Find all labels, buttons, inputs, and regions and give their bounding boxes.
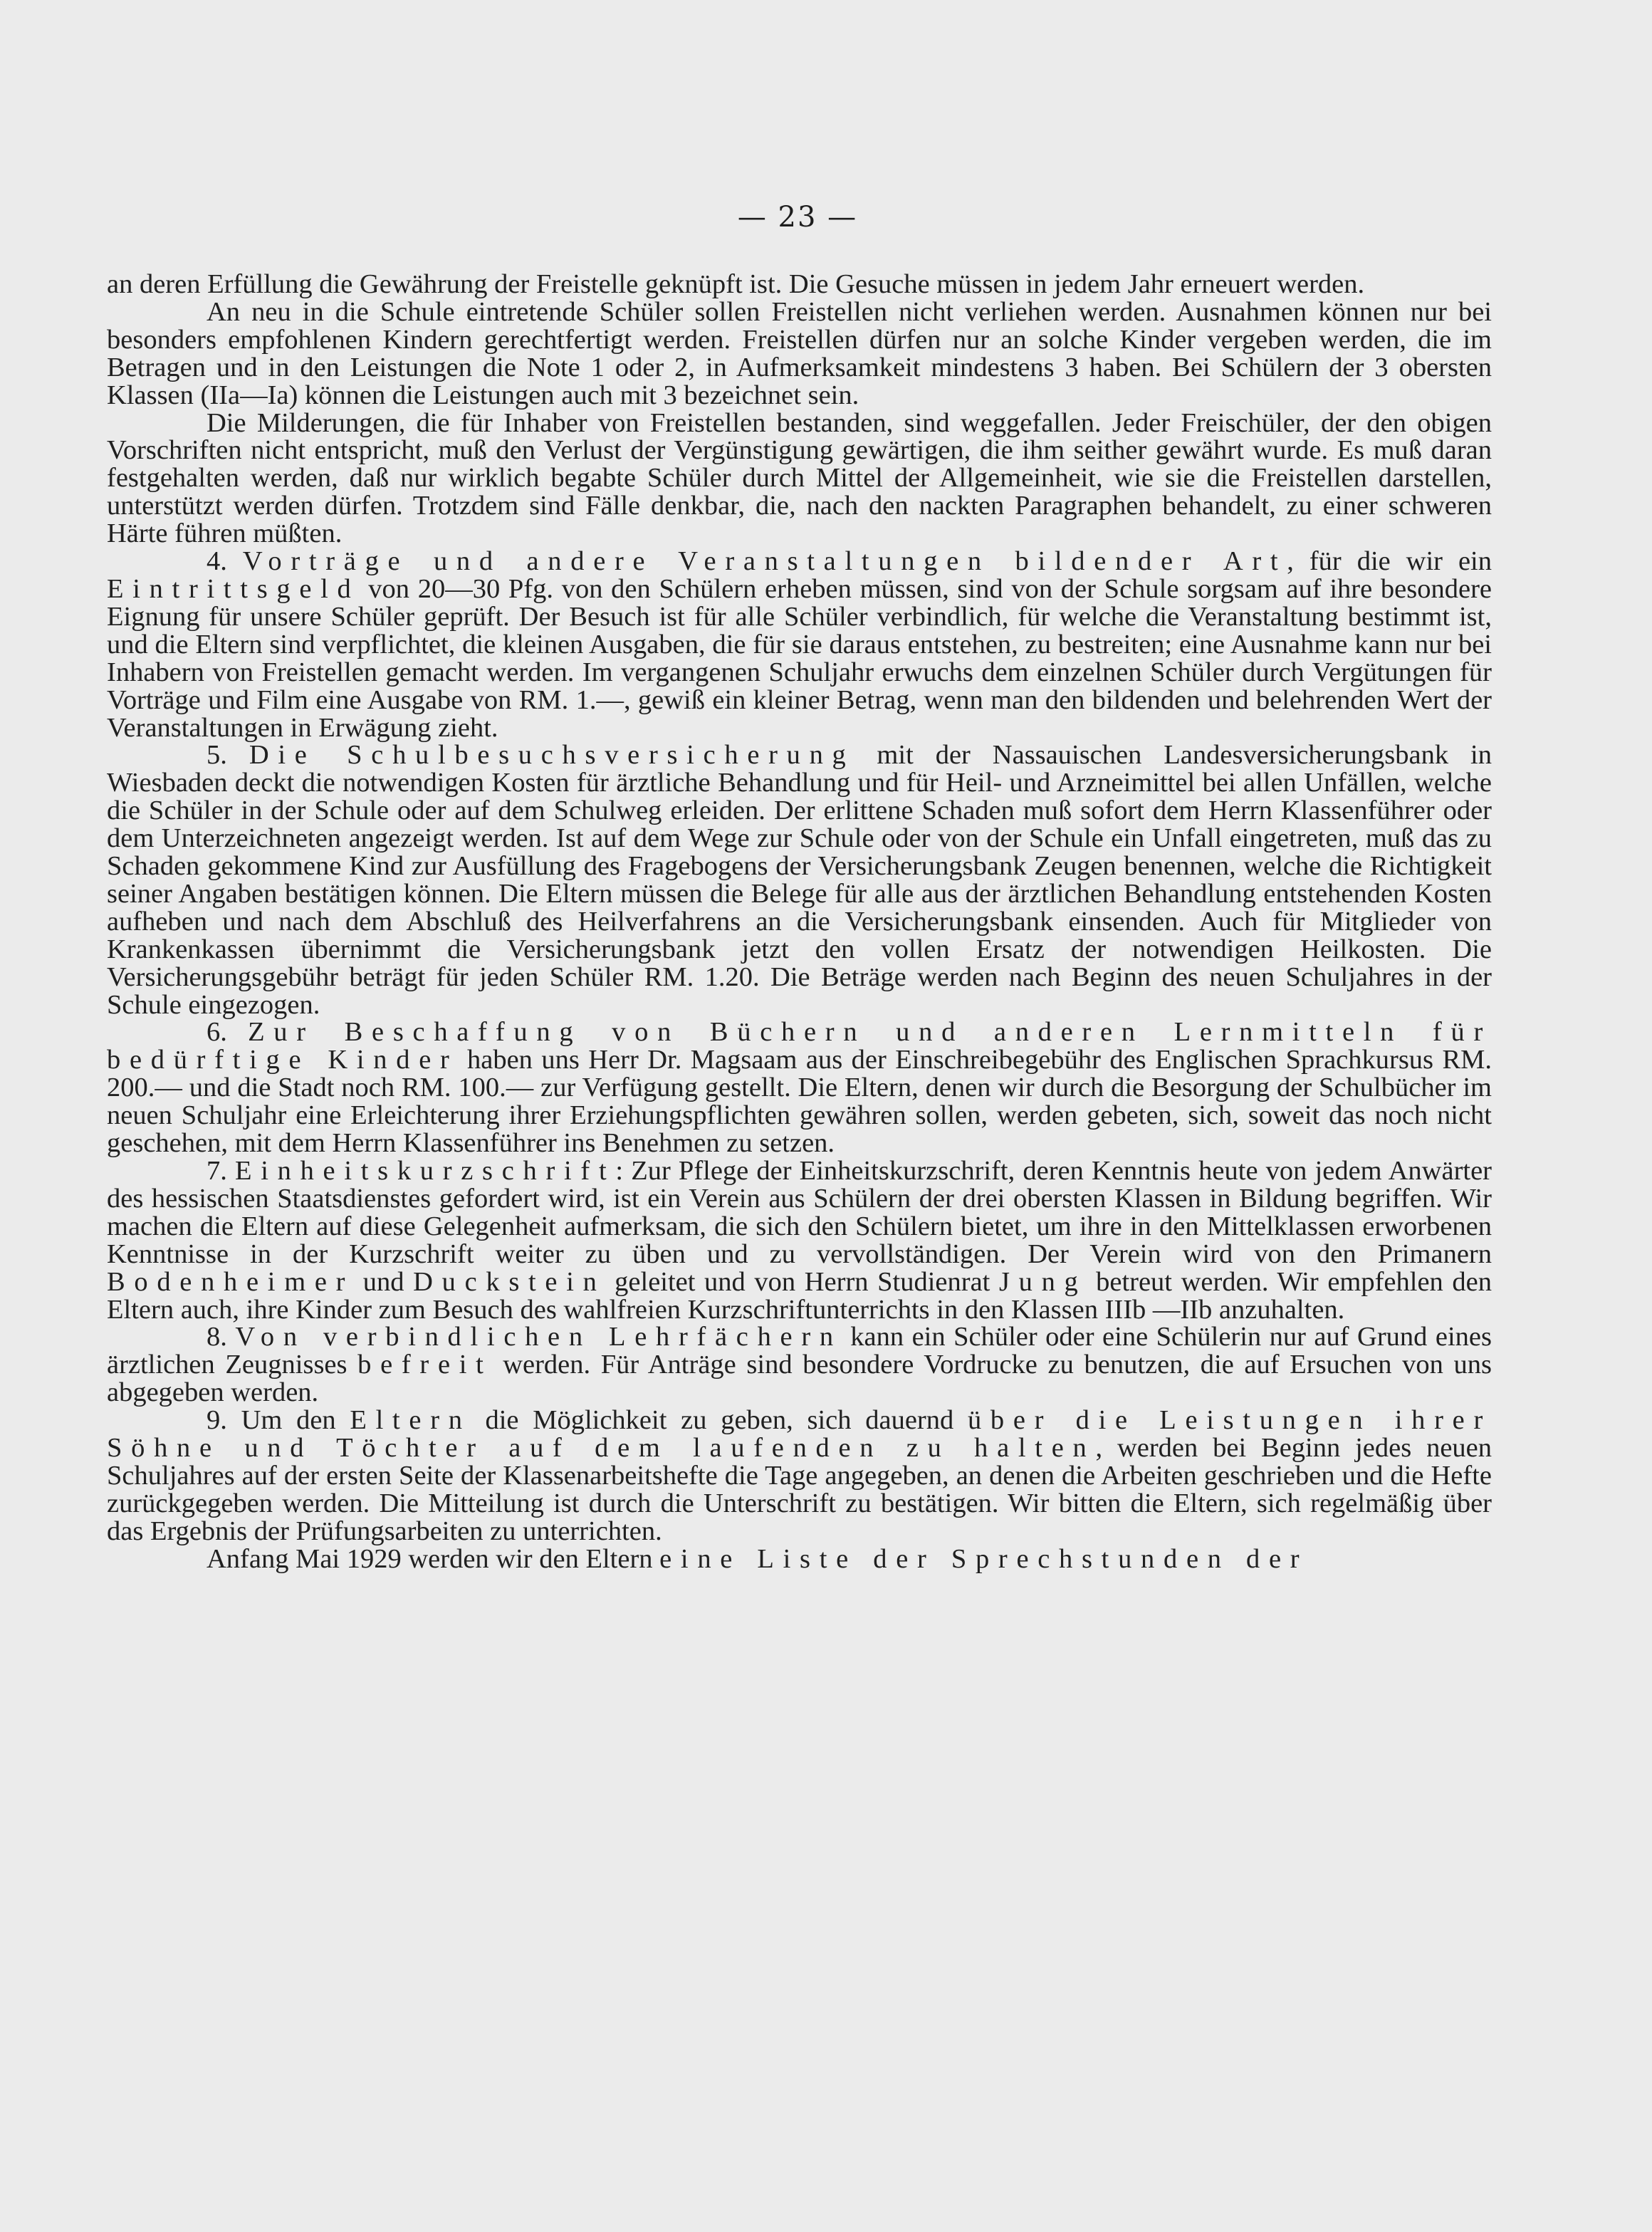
paragraph-text: An neu in die Schule eintretende Schüler sollen Freistellen nicht verliehen werden. Ausnahmen können nur bei besonders empfohlenen Kindern gerechtfertigt werden. Freistellen dürfen nur an solche Kinder vergeben werden, die im Betragen und in den Leistungen die Note 1 oder 2, in Aufmerksamkeit mindestens 3 haben. Bei Schülern der 3 obersten Klassen (IIa—Ia) können die Leistungen auch mit 3 bezeichnet sein. <box>107 296 1492 410</box>
paragraph-text: und <box>354 1266 414 1297</box>
paragraph-text: : Zur Pflege der Einheitskurzschrift, deren Kenntnis heute von jedem Anwärter des hessischen Staatsdienstes gefordert wird, ist ein Verein aus Schülern der drei obersten Klassen in Bildung begriffen. Wir machen die Eltern auf diese Gelegenheit aufmerksam, die sich den Schülern bietet, um ihre in den Mittelklassen erworbenen Kenntnisse in der Kurzschrift weiter zu üben und zu vervollständigen. Der Verein wird von den Primanern <box>107 1156 1492 1269</box>
paragraph-text: an deren Erfüllung die Gewährung der Freistelle geknüpft ist. Die Gesuche müssen in jedem Jahr erneuert werden. <box>107 269 1365 299</box>
paragraph <box>107 298 1492 410</box>
paragraph-text: geleitet und von Herrn Studienrat <box>605 1266 999 1297</box>
paragraph <box>107 407 1492 549</box>
body-text <box>107 271 1492 1573</box>
paragraph-text: 5. <box>206 740 249 771</box>
paragraph-text: Die Milderungen, die für Inhaber von Freistellen bestanden, sind weggefallen. Jeder Freischüler, der den obigen Vorschriften nicht entspricht, muß den Verlust der Vergünstigung gewärtigen, die ihm seither gewährt wurde. Es muß daran festgehalten werden, daß nur wirklich begabte Schüler durch Mittel der Allgemeinheit, wie sie die Freistellen darstellen, unterstützt werden dürfen. Trotzdem sind Fälle denkbar, die, nach den nackten Paragraphen behandelt, zu einer schweren Härte führen müßten. <box>107 407 1492 549</box>
spaced-emphasis-text: Von verbindlichen Lehrfächern <box>235 1322 842 1352</box>
paragraph-text: kann ein Schüler oder eine Schülerin nur auf Grund eines ärztlichen Zeugnisses <box>107 1322 1492 1380</box>
paragraph <box>107 1018 1492 1157</box>
paragraph-text: 9. Um den <box>206 1405 350 1436</box>
paragraph-text: 6. <box>206 1017 249 1048</box>
spaced-emphasis-text: Duckstein <box>413 1266 606 1297</box>
spaced-emphasis-text: Eintrittsgeld <box>107 573 360 604</box>
paragraph-text: mit der Nassauischen Landesversicherungsbank in Wiesbaden deckt die notwendigen Kosten für ärztliche Behandlung und für Heil- und Arzneimittel bei allen Unfällen, welche die Schüler in der Schule oder auf dem Schulweg erleiden. Der erlittene Schaden muß sofort dem Herrn Klassenführer oder dem Unterzeichneten angezeigt werden. Ist auf dem Wege zur Schule oder von der Schule ein Unfall eingetreten, muß das zu Schaden gekommene Kind zur Ausfüllung des Fragebogens der Versicherungsbank Zeugen benennen, welche die Richtigkeit seiner Angaben bestätigen können. Die Eltern müssen die Belege für alle aus der ärztlichen Behandlung entstehenden Kosten aufheben und nach dem Abschluß des Heilverfahrens an die Versicherungsbank einsenden. Auch für Mitglieder von Krankenkassen übernimmt die Versicherungsbank jetzt den vollen Ersatz der notwendigen Heilkosten. Die Versicherungsgebühr beträgt für jeden Schüler RM. 1.20. Die Beträge werden nach Beginn des neuen Schuljahres in der Schule eingezogen. <box>107 740 1492 1020</box>
paragraph-text: 7. <box>206 1156 236 1186</box>
spaced-emphasis-text: befreit <box>357 1350 493 1380</box>
paragraph <box>107 1407 1492 1545</box>
paragraph <box>107 1157 1492 1323</box>
paragraph-text: , für die wir ein <box>1287 546 1492 577</box>
spaced-emphasis-text: Eltern <box>350 1405 471 1436</box>
paragraph-text: haben uns Herr Dr. Magsaam aus der Einschreibegebühr des Englischen Sprachkursus RM. 200.— und die Stadt noch RM. 100.— zur Verfügung gestellt. Die Eltern, denen wir durch die Besorgung der Schulbücher im neuen Schuljahr eine Erleichterung ihrer Erziehungspflichten gewähren sollen, werden gebeten, sich, soweit das noch nicht geschehen, mit dem Herrn Klassenführer ins Benehmen zu setzen. <box>107 1045 1492 1159</box>
paragraph <box>107 1545 1492 1573</box>
page-number: — 23 — <box>737 201 858 234</box>
paragraph-text: 4. <box>206 546 243 577</box>
paragraph <box>107 548 1492 741</box>
paragraph-text: 8. <box>206 1322 236 1352</box>
paragraph <box>107 271 1492 298</box>
paragraph-text: werden. Für Anträge sind besondere Vordrucke zu benutzen, die auf Ersuchen von uns abgegeben werden. <box>107 1350 1492 1408</box>
spaced-emphasis-text: Einheitskurzschrift <box>235 1156 616 1186</box>
spaced-emphasis-text: Jung <box>998 1266 1087 1297</box>
paragraph-text: betreut werden. Wir empfehlen den Eltern auch, ihre Kinder zum Besuch des wahlfreien Kurzschriftunterrichts in den Klassen IIIb —IIb anzuhalten. <box>107 1266 1492 1325</box>
spaced-emphasis-text: über die Leistungen ihrer Söhne und Töchter auf dem laufenden zu halten <box>107 1405 1492 1464</box>
spaced-emphasis-text: Die Schulbesuchsversicherung <box>249 740 855 771</box>
spaced-emphasis-text: Zur Beschaffung von Büchern und anderen Lernmitteln für bedürftige Kinder <box>107 1017 1492 1075</box>
spaced-emphasis-text: Bodenheimer <box>107 1266 355 1297</box>
paragraph-text: , werden bei Beginn jedes neuen Schuljahres auf der ersten Seite der Klassenarbeitshefte die Tage angegeben, an denen die Arbeiten geschrieben und die Hefte zurückgegeben werden. Die Mitteilung ist durch die Unterschrift zu bestätigen. Wir bitten die Eltern, sich regelmäßig über das Ergebnis der Prüfungsarbeiten zu unterrichten. <box>107 1433 1492 1546</box>
paragraph-text: von 20—30 Pfg. von den Schülern erheben müssen, sind von der Schule sorgsam auf ihre besondere Eignung für unsere Schüler geprüft. Der Besuch ist für alle Schüler verbindlich, für welche die Veranstaltung bestimmt ist, und die Eltern sind verpflichtet, die kleinen Ausgaben, die für sie daraus entstehen, zu bestreiten; eine Ausnahme kann nur bei Inhabern von Freistellen gemacht werden. Im vergangenen Schuljahr erwuchs dem einzelnen Schüler durch Vergütungen für Vorträge und Film eine Ausgabe von RM. 1.—, gewiß ein kleiner Betrag, wenn man den bildenden und belehrenden Wert der Veranstaltungen in Erwägung zieht. <box>107 573 1492 743</box>
paragraph-text: Anfang Mai 1929 werden wir den Eltern <box>206 1543 660 1574</box>
paragraph <box>107 1323 1492 1407</box>
spaced-emphasis-text: eine Liste der Sprechstunden der <box>659 1543 1309 1574</box>
paragraph-text: die Möglichkeit zu geben, sich dauernd <box>471 1405 968 1436</box>
spaced-emphasis-text: Vorträge und andere Veranstaltungen bildender Art <box>242 546 1287 577</box>
paragraph <box>107 741 1492 1018</box>
